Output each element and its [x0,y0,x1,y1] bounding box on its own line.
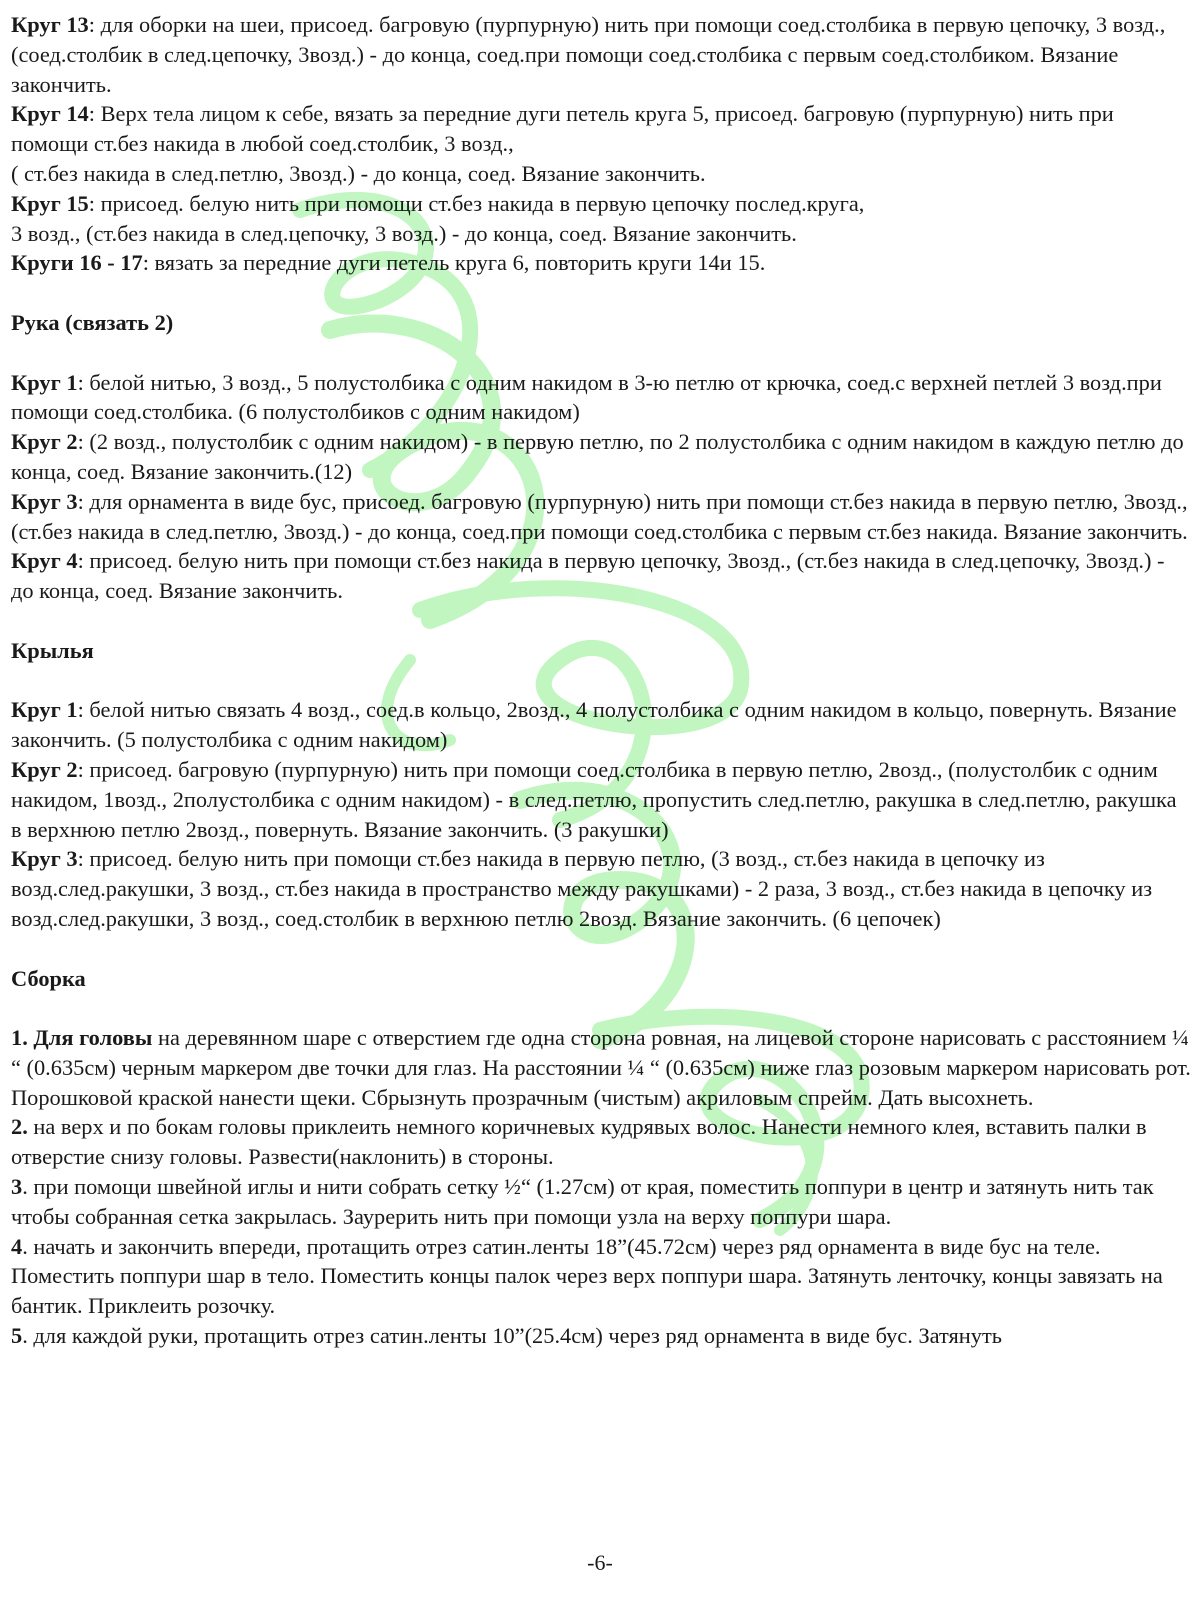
wings-round-2 [11,755,1191,844]
wings-round-3 [11,844,1191,933]
round-13-paragraph [11,10,1191,99]
wings-heading: Крылья [11,637,94,663]
round-15-label: Круг 15 [11,190,89,216]
arm-round-3-text: : для орнамента в виде бус, присоед. багровую (пурпурную) нить при помощи ст.без накида в первую петлю, 3возд., (ст.без накида в след.петлю, 3возд.) - до конца, соед.при помощи соед.столбика с первым ст.без накида. Вязание закончить. [11,488,1188,544]
wings-round-2-label: Круг 2 [11,756,78,782]
wings-round-1-label: Круг 1 [11,697,78,723]
round-14-label: Круг 14 [11,101,89,127]
arm-round-4 [11,546,1191,606]
page-number: -6- [587,1550,613,1575]
round-14-paragraph [11,99,1191,159]
assembly-step-1-text: на деревянном шаре с отверстием где одна сторона ровная, на лицевой стороне нарисовать с расстоянием ¼ “ (0.635см) черным маркером две точки для глаз. На расстоянии ¼ “ (0.635см) ниже глаз розовым маркером нарисовать рот. Порошковой краской нанести щеки. Сбрызнуть прозрачным (чистым) акриловым спрейм. Дать высохнеть. [11,1025,1191,1110]
arm-round-4-text: : присоед. белую нить при помощи ст.без накида в первую цепочку, 3возд., (ст.без накида в след.цепочку, 3возд.) - до конца, соед. Вязание закончить. [11,548,1165,604]
arm-heading: Рука (связать 2) [11,309,174,335]
round-13-label: Круг 13 [11,12,89,37]
assembly-step-3-label: 3 [11,1174,23,1200]
assembly-step-2-text: на верх и по бокам головы приклеить немного коричневых кудрявых волос. Нанести немного клея, вставить палки в отверстие снизу головы. Развести(наклонить) в стороны. [11,1114,1147,1170]
assembly-step-1-label: 1. Для головы [11,1025,153,1051]
round-15-paragraph [11,189,1191,219]
arm-round-4-label: Круг 4 [11,548,78,574]
assembly-step-5 [11,1321,1191,1351]
assembly-step-2 [11,1112,1191,1172]
round-13-text: : для оборки на шеи, присоед. багровую (пурпурную) нить при помощи соед.столбика в первую цепочку, 3 возд., (соед.столбик в след.цепочку, 3возд.) - до конца, соед.при помощи соед.столбика с первым соед.столбиком. Вязание закончить. [11,12,1166,97]
rounds-16-17-text: : вязать за передние дуги петель круга 6, повторить круги 14и 15. [142,250,766,276]
arm-round-2-label: Круг 2 [11,429,78,455]
assembly-step-2-label: 2. [11,1114,28,1140]
assembly-step-4 [11,1232,1191,1321]
wings-round-3-text: : присоед. белую нить при помощи ст.без накида в первую петлю, (3 возд., ст.без накида в цепочку из возд.след.ракушки, 3 возд., ст.без накида в пространство между ракушками) - 2 раза, 3 возд., ст.без накида в цепочку из возд.след.ракушки, 3 возд., соед.столбик в верхнюю петлю 2возд. Вязание закончить. (6 цепочек) [11,846,1153,931]
arm-round-3 [11,487,1191,547]
wings-round-1 [11,695,1191,755]
assembly-heading: Сборка [11,965,86,991]
assembly-step-5-label: 5 [11,1323,23,1349]
arm-round-2 [11,427,1191,487]
assembly-step-5-text: . для каждой руки, протащить отрез сатин.ленты 10”(25.4см) через ряд орнамента в виде бус. Затянуть [22,1323,1002,1349]
assembly-step-1 [11,1023,1191,1112]
arm-round-1-label: Круг 1 [11,369,78,395]
round-15-text: : присоед. белую нить при помощи ст.без накида в первую цепочку послед.круга, [88,190,865,216]
arm-round-2-text: : (2 возд., полустолбик с одним накидом) - в первую петлю, по 2 полустолбика с одним накидом в каждую петлю до конца, соед. Вязание закончить.(12) [11,429,1184,484]
round-14-continuation: ( ст.без накида в след.петлю, 3возд.) - до конца, соед. Вязание закончить. [11,160,706,186]
round-15-continuation: 3 возд., (ст.без накида в след.цепочку, 3 возд.) - до конца, соед. Вязание закончить. [11,220,797,246]
rounds-16-17-paragraph [11,248,1191,278]
round-14-text: : Верх тела лицом к себе, вязать за передние дуги петель круга 5, присоед. багровую (пурпурную) нить при помощи ст.без накида в любой соед.столбик, 3 возд., [11,101,1114,157]
assembly-step-3-text: . при помощи швейной иглы и нити собрать сетку ½“ (1.27см) от края, поместить поппури в центр и затянуть нить так чтобы собранная сетка закрылась. Заурерить нить при помощи узла на верху поппури шара. [11,1174,1154,1229]
wings-round-2-text: : присоед. багровую (пурпурную) нить при помощи соед.столбика в первую петлю, 2возд., (полустолбик с одним накидом, 1возд., 2полустолбика с одним накидом) - в след.петлю, пропустить след.петлю, ракушка в след.петлю, ракушка в верхнюю петлю 2возд., повернуть. Вязание закончить. (3 ракушки) [11,756,1177,842]
assembly-step-4-label: 4 [11,1233,23,1259]
wings-round-3-label: Круг 3 [11,846,78,872]
wings-round-1-text: : белой нитью связать 4 возд., соед.в кольцо, 2возд., 4 полустолбика с одним накидом в кольцо, повернуть. Вязание закончить. (5 полустолбика с одним накидом) [11,697,1177,753]
assembly-step-3 [11,1172,1191,1232]
arm-round-1 [11,368,1191,428]
rounds-16-17-label: Круги 16 - 17 [11,250,143,276]
assembly-step-4-text: . начать и закончить впереди, протащить отрез сатин.ленты 18”(45.72см) через ряд орнамента в виде бус на теле. Поместить поппури шар в тело. Поместить концы палок через верх поппури шара. Затянуть ленточку, концы завязать на бантик. Приклеить розочку. [11,1233,1163,1319]
arm-round-1-text: : белой нитью, 3 возд., 5 полустолбика с одним накидом в 3-ю петлю от крючка, соед.с верхней петлей 3 возд.при помощи соед.столбика. (6 полустолбиков с одним накидом) [11,369,1162,425]
document-body [11,10,1191,1351]
arm-round-3-label: Круг 3 [11,488,78,514]
